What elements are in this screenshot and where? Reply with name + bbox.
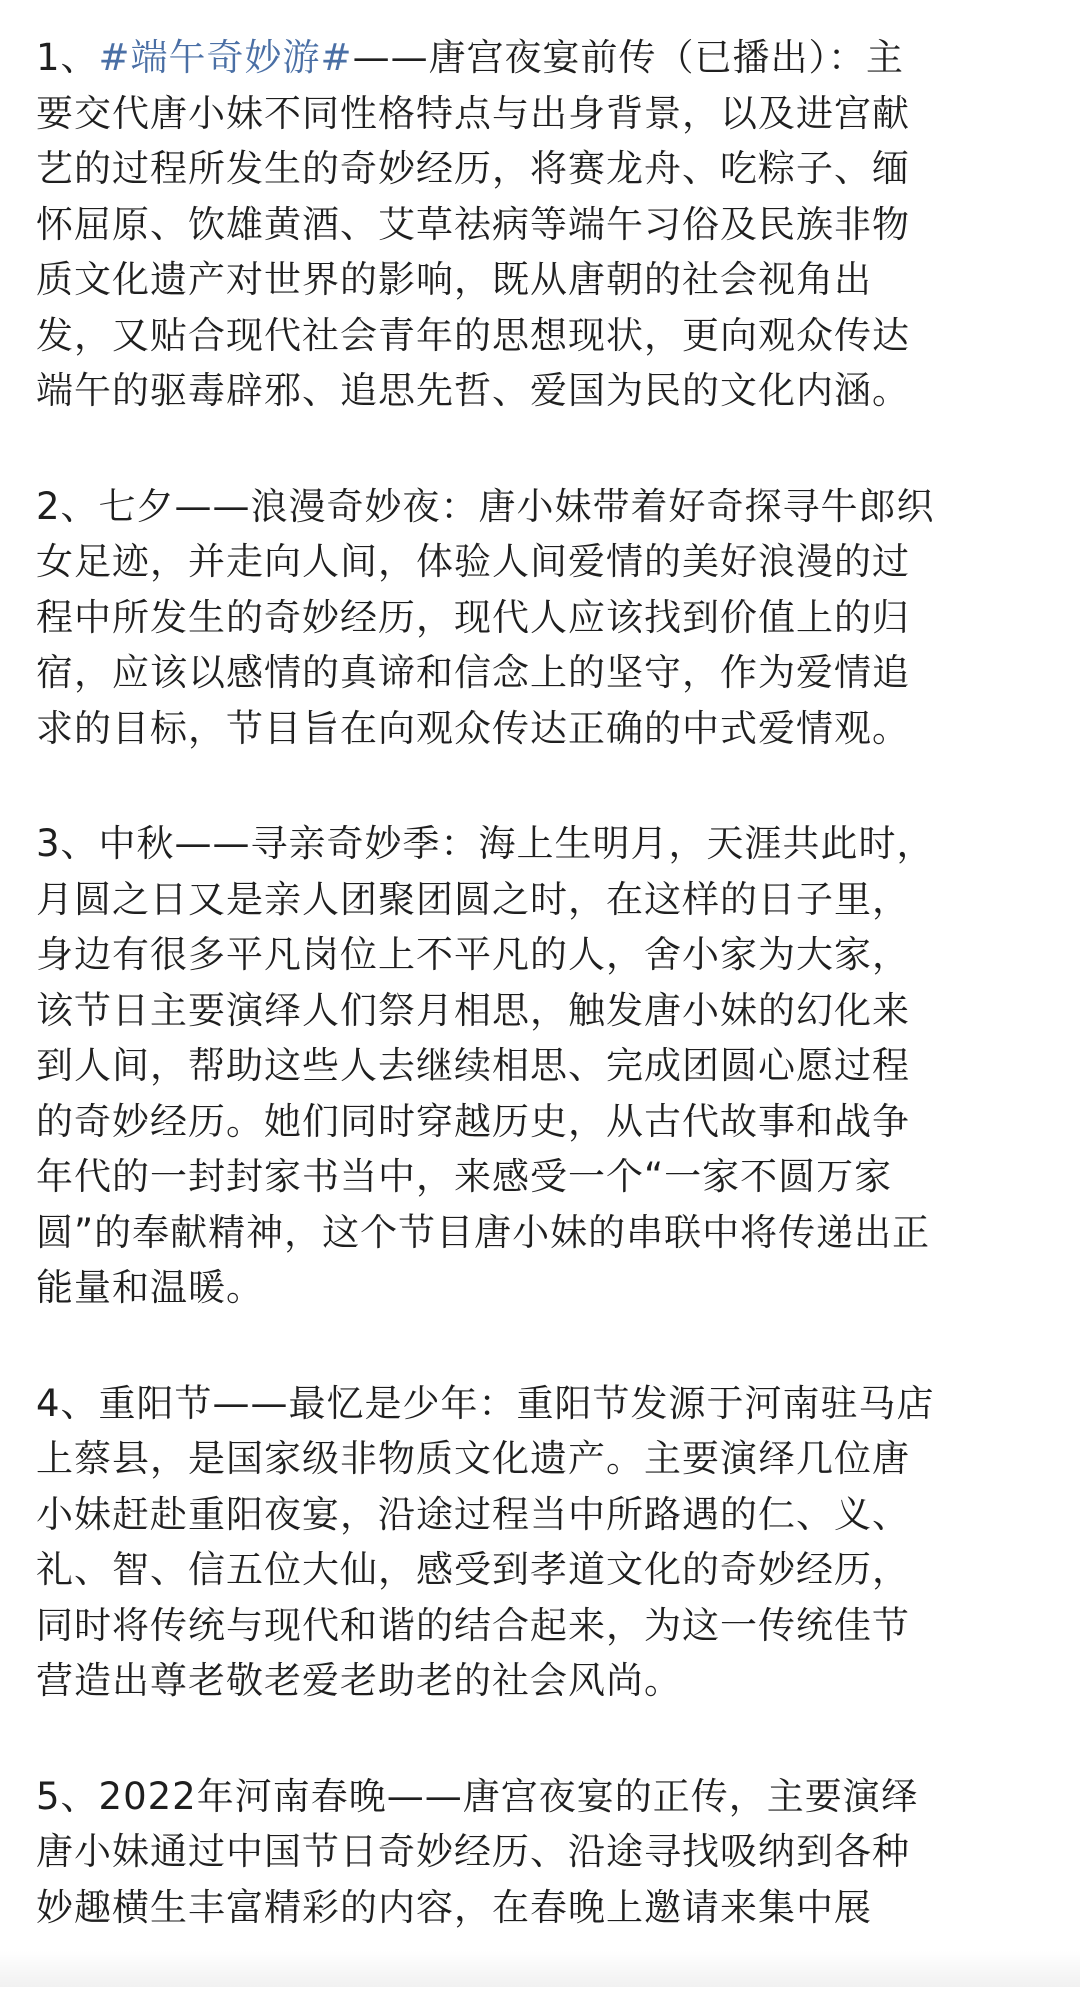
paragraph-line: 妙趣横生丰富精彩的内容，在春晚上邀请来集中展 xyxy=(36,1885,872,1929)
paragraph-line: 女足迹，并走向人间，体验人间爱情的美好浪漫的过 xyxy=(36,540,910,583)
paragraph-line: 营造出尊老敬老爱老助老的社会风尚。 xyxy=(36,1659,682,1702)
paragraph-line: 4、重阳节——最忆是少年：重阳节发源于河南驻马店 xyxy=(36,1381,935,1425)
paragraph-line: 质文化遗产对世界的影响，既从唐朝的社会视角出 xyxy=(36,258,872,301)
line-text: ——唐宫夜宴前传（已播出）：主 xyxy=(352,36,905,79)
post-content xyxy=(36,30,1046,1995)
paragraph-line: 宿，应该以感情的真谛和信念上的坚守，作为爱情追 xyxy=(36,651,910,694)
paragraph-4 xyxy=(36,1376,1046,1709)
paragraph-line: 求的目标，节目旨在向观众传达正确的中式爱情观。 xyxy=(36,706,910,750)
paragraph-line: 该节日主要演绎人们祭月相思，触发唐小妹的幻化来 xyxy=(36,988,910,1032)
paragraph-1 xyxy=(36,30,1046,419)
paragraph-line: 小妹赶赴重阳夜宴，沿途过程当中所路遇的仁、义、 xyxy=(36,1492,910,1536)
line-prefix: 1、 xyxy=(36,36,99,79)
bottom-fade-overlay xyxy=(0,1951,1080,1987)
paragraph-line: 同时将传统与现代和谐的结合起来，为这一传统佳节 xyxy=(36,1603,910,1647)
paragraph-line: 端午的驱毒辟邪、追思先哲、爱国为民的文化内涵。 xyxy=(36,369,910,412)
paragraph-line: 怀屈原、饮雄黄酒、艾草祛病等端午习俗及民族非物 xyxy=(36,202,910,246)
paragraph-line: 圆”的奉献精神，这个节目唐小妹的串联中将传递出正 xyxy=(36,1210,931,1254)
paragraph-line: 要交代唐小妹不同性格特点与出身背景，以及进宫献 xyxy=(36,91,910,135)
paragraph-line: 身边有很多平凡岗位上不平凡的人，舍小家为大家， xyxy=(36,933,910,976)
paragraph-line: 唐小妹通过中国节日奇妙经历、沿途寻找吸纳到各种 xyxy=(36,1830,910,1873)
paragraph-2 xyxy=(36,479,1046,757)
paragraph-line: 能量和温暖。 xyxy=(36,1266,264,1309)
paragraph-line: 程中所发生的奇妙经历，现代人应该找到价值上的归 xyxy=(36,595,910,639)
paragraph-5 xyxy=(36,1769,1046,1936)
paragraph-line: 5、2022年河南春晚——唐宫夜宴的正传，主要演绎 xyxy=(36,1774,919,1818)
paragraph-line: 年代的一封封家书当中，来感受一个“一家不圆万家 xyxy=(36,1155,893,1198)
paragraph-line: 的奇妙经历。她们同时穿越历史，从古代故事和战争 xyxy=(36,1099,910,1143)
paragraph-line: 2、七夕——浪漫奇妙夜：唐小妹带着好奇探寻牛郎织 xyxy=(36,484,935,528)
paragraph-line: 到人间，帮助这些人去继续相思、完成团圆心愿过程 xyxy=(36,1044,910,1087)
paragraph-line: 月圆之日又是亲人团聚团圆之时，在这样的日子里， xyxy=(36,877,910,921)
paragraph-line: 艺的过程所发生的奇妙经历，将赛龙舟、吃粽子、缅 xyxy=(36,147,910,190)
hashtag-link[interactable]: #端午奇妙游# xyxy=(98,36,353,79)
paragraph-line: 3、中秋——寻亲奇妙季：海上生明月，天涯共此时， xyxy=(36,822,935,865)
paragraph-line: 礼、智、信五位大仙，感受到孝道文化的奇妙经历， xyxy=(36,1548,910,1591)
paragraph-line: 上蔡县，是国家级非物质文化遗产。主要演绎几位唐 xyxy=(36,1437,910,1480)
paragraph-3 xyxy=(36,816,1046,1316)
paragraph-line: 发，又贴合现代社会青年的思想现状，更向观众传达 xyxy=(36,313,910,357)
paragraph-line xyxy=(36,30,1046,86)
